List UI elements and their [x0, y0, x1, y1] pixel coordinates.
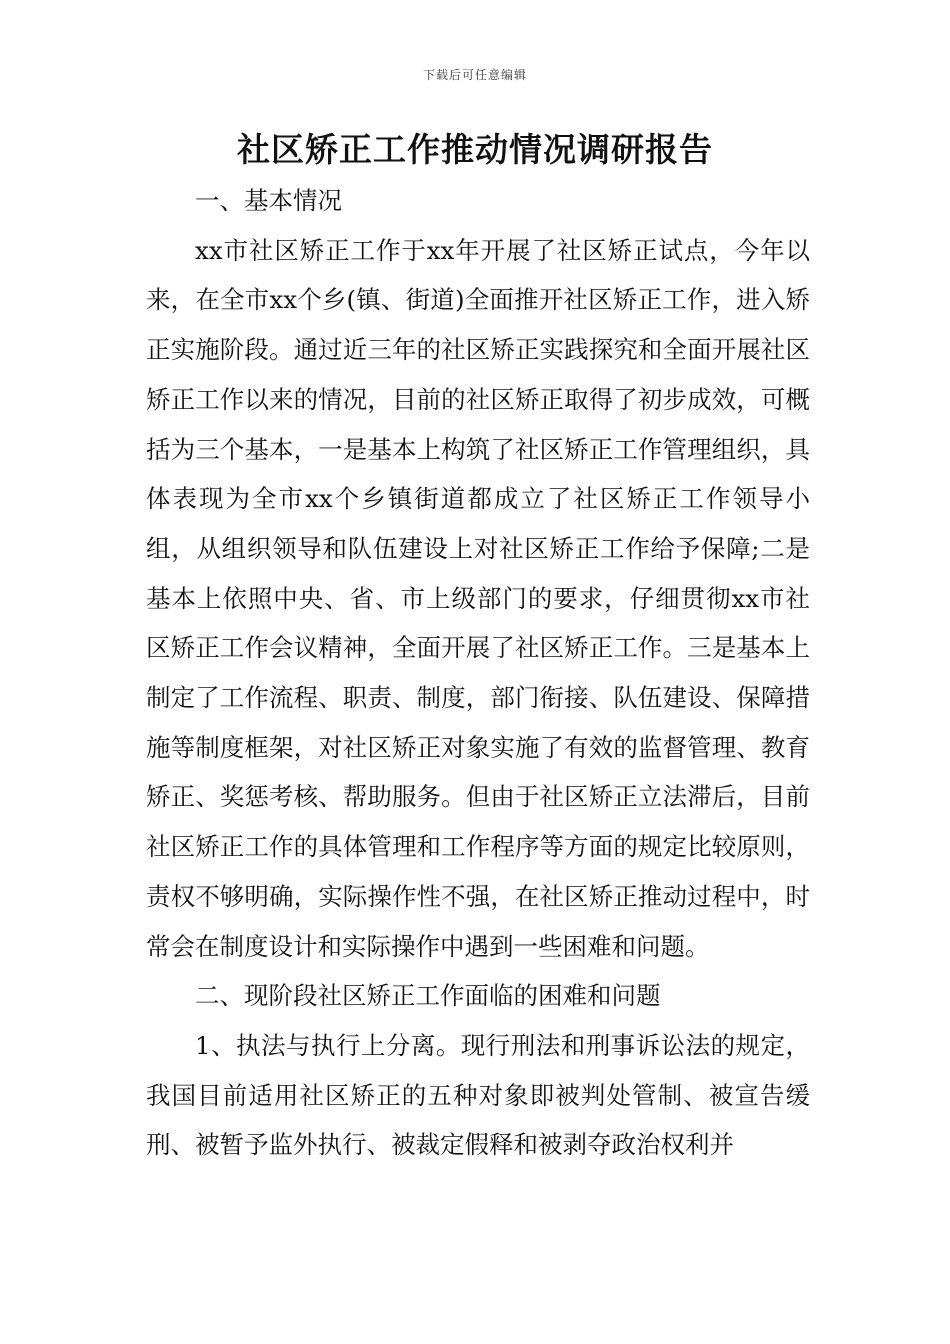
document-title: 社区矫正工作推动情况调研报告	[237, 130, 713, 169]
header-note: 下载后可任意编辑	[422, 68, 527, 82]
paragraph-basic-situation: xx市社区矫正工作于xx年开展了社区矫正试点，今年以来，在全市xx个乡(镇、街道)全面推开社区矫正工作，进入矫正实施阶段。通过近三年的社区矫正实践探究和全面开展社区矫正工作以来的情况，目前的社区矫正取得了初步成效，可概括为三个基本，一是基本上构筑了社区矫正工作管理组织，具体表现为全市xx个乡镇街道都成立了社区矫正工作领导小组，从组织领导和队伍建设上对社区矫正工作给予保障;二是基本上依照中央、省、市上级部门的要求，仔细贯彻xx市社区矫正工作会议精神，全面开展了社区矫正工作。三是基本上制定了工作流程、职责、制度，部门衔接、队伍建设、保障措施等制度框架，对社区矫正对象实施了有效的监督管理、教育矫正、奖惩考核、帮助服务。但由于社区矫正立法滞后，目前社区矫正工作的具体管理和工作程序等方面的规定比较原则，责权不够明确，实际操作性不强，在社区矫正推动过程中，时常会在制度设计和实际操作中遇到一些困难和问题。	[146, 235, 810, 961]
section-heading-basic: 一、基本情况	[195, 186, 342, 215]
section-heading-problems: 二、现阶段社区矫正工作面临的困难和问题	[195, 981, 661, 1011]
paragraph-problem-1: 1、执法与执行上分离。现行刑法和刑事诉讼法的规定，我国目前适用社区矫正的五种对象即被判处管制、被宣告缓刑、被暂予监外执行、被裁定假释和被剥夺政治权利并	[146, 1030, 810, 1160]
document-body	[146, 176, 810, 1170]
